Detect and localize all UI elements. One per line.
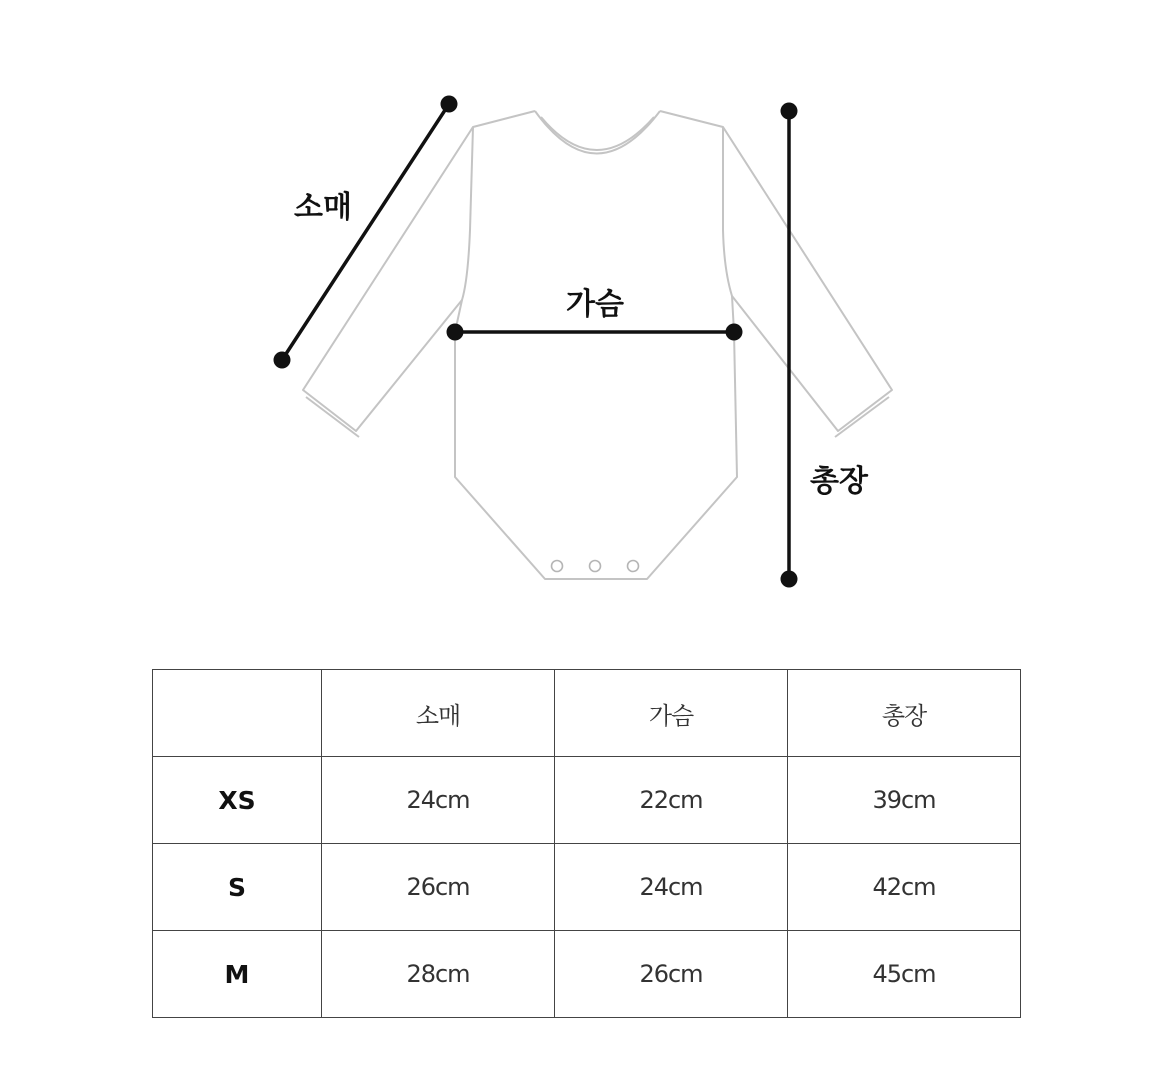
table-header-row	[153, 670, 1021, 757]
sleeve-value-cell: 28cm	[322, 931, 555, 1018]
length-label: 총장	[810, 464, 868, 499]
bodysuit-outline	[303, 111, 892, 579]
length-measure-endpoint	[781, 103, 798, 120]
sleeve-measure-line	[282, 104, 449, 360]
chest-value-cell: 22cm	[555, 757, 788, 844]
sleeve-measure-endpoint	[441, 96, 458, 113]
chest-label: 가슴	[566, 287, 624, 322]
chest-measure-endpoint	[447, 324, 464, 341]
chest-measure	[447, 287, 743, 341]
length-measure	[781, 103, 869, 588]
table-row	[153, 931, 1021, 1018]
snap-button	[552, 561, 563, 572]
length-value-cell: 39cm	[788, 757, 1021, 844]
size-table	[152, 669, 1021, 1018]
sleeve-value-cell: 26cm	[322, 844, 555, 931]
table-header-length: 총장	[788, 670, 1021, 757]
chest-value-cell: 26cm	[555, 931, 788, 1018]
chest-value-cell: 24cm	[555, 844, 788, 931]
length-value-cell: 42cm	[788, 844, 1021, 931]
chest-measure-endpoint	[726, 324, 743, 341]
snap-button	[628, 561, 639, 572]
table-corner-cell	[153, 670, 322, 757]
table-header-chest: 가슴	[555, 670, 788, 757]
sleeve-measure	[274, 96, 458, 369]
sleeve-value-cell: 24cm	[322, 757, 555, 844]
table-row	[153, 757, 1021, 844]
sleeve-label: 소매	[294, 190, 352, 225]
snap-buttons	[552, 561, 639, 572]
size-label-cell: S	[153, 844, 322, 931]
length-measure-endpoint	[781, 571, 798, 588]
length-value-cell: 45cm	[788, 931, 1021, 1018]
table-header-sleeve: 소매	[322, 670, 555, 757]
table-row	[153, 844, 1021, 931]
snap-button	[590, 561, 601, 572]
size-label-cell: M	[153, 931, 322, 1018]
sleeve-measure-endpoint	[274, 352, 291, 369]
size-label-cell: XS	[153, 757, 322, 844]
